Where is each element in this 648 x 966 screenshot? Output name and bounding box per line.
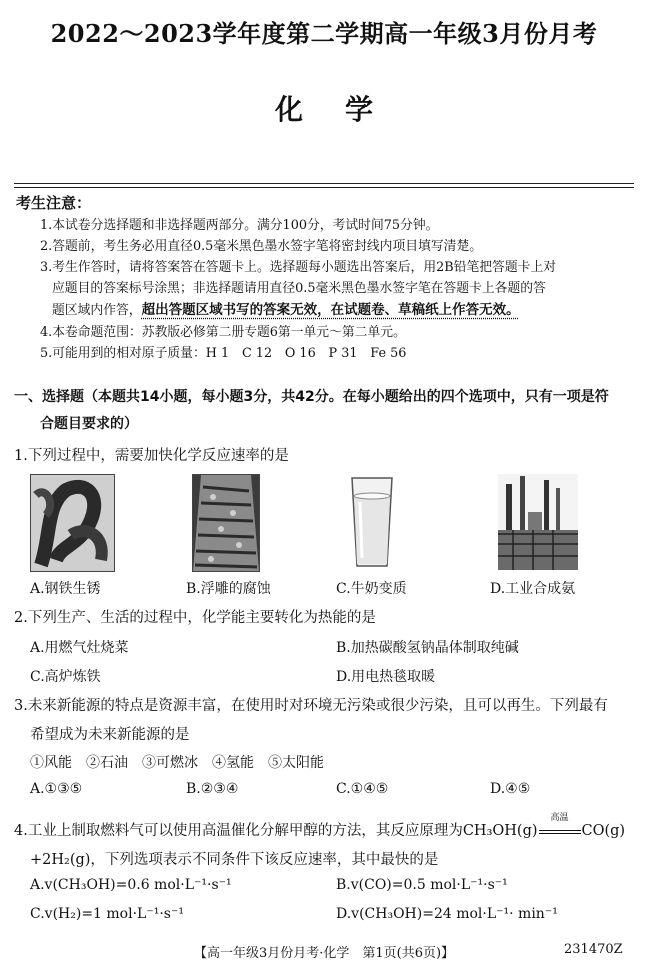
- q1-option-c: C.牛奶变质: [336, 581, 407, 597]
- q3-option-d: D.④⑤: [490, 781, 531, 797]
- q2-stem: 2.下列生产、生活的过程中，化学能主要转化为热能的是: [14, 610, 376, 626]
- q1-option-d: D.工业合成氨: [490, 581, 576, 597]
- q2-option-d: D.用电热毯取暖: [336, 669, 436, 685]
- notice-heading: 考生注意：: [16, 194, 92, 212]
- q1-option-b: B.浮雕的腐蚀: [186, 581, 271, 597]
- rusty-chain-image: [30, 474, 115, 572]
- reaction-condition: 高温: [550, 813, 569, 823]
- divider-bottom: [14, 187, 634, 188]
- subject-title: 化学: [274, 93, 415, 126]
- divider-top: [14, 183, 634, 184]
- notice-item-1: 1.本试卷分选择题和非选择题两部分。满分100分，考试时间75分钟。: [40, 218, 439, 233]
- notice-item-5: 5.可能用到的相对原子质量：H 1 C 12 O 16 P 31 Fe 56: [40, 346, 407, 361]
- q4-option-d: D.v(CH₃OH)=24 mol·L⁻¹· min⁻¹: [336, 906, 558, 922]
- equilibrium-arrow-icon: [539, 830, 581, 834]
- q4-option-b: B.v(CO)=0.5 mol·L⁻¹·s⁻¹: [336, 877, 508, 893]
- q4-product: CO(g): [581, 823, 626, 839]
- q2-option-c: C.高炉炼铁: [30, 669, 101, 685]
- notice-item-3-end: [52, 298, 520, 318]
- page-footer: 【高一年级3月份月考·化学 第1页(共6页)】: [193, 946, 455, 961]
- q3-option-b: B.②③④: [186, 781, 239, 797]
- q4-stem-text: 4.工业上制取燃料气可以使用高温催化分解甲醇的方法，其反应原理为CH₃OH(g): [14, 823, 538, 839]
- q2-option-b: B.加热碳酸氢钠晶体制取纯碱: [336, 640, 519, 656]
- ammonia-plant-image: [498, 474, 578, 570]
- q3-option-c: C.①④⑤: [336, 781, 389, 797]
- q1-option-a: A.钢铁生锈: [30, 581, 101, 597]
- notice-item-3-cont: 应题目的答案标号涂黑；非选择题请用直径0.5毫米黑色墨水签字笔在答题卡上各题的答: [52, 281, 546, 296]
- q3-stem: 3.未来新能源的特点是资源丰富，在使用时对环境无污染或很少污染，且可以再生。下列最有: [14, 698, 608, 714]
- q3-option-a: A.①③⑤: [30, 781, 83, 797]
- notice-item-2: 2.答题前，考生务必用直径0.5毫米黑色墨水签字笔将密封线内项目填写清楚。: [40, 239, 483, 254]
- section-heading-cont: 合题目要求的）: [40, 416, 138, 432]
- q4-option-c: C.v(H₂)=1 mol·L⁻¹·s⁻¹: [30, 906, 184, 922]
- notice-item-3-tail: 题区域内作答，: [52, 303, 142, 318]
- section-heading: 一、选择题（本题共14小题，每小题3分，共42分。在每小题给出的四个选项中，只有一项是符: [14, 389, 609, 405]
- q4-option-a: A.v(CH₃OH)=0.6 mol·L⁻¹·s⁻¹: [30, 877, 232, 893]
- notice-emphasis: 超出答题区域书写的答案无效，在试题卷、草稿纸上作答无效。: [141, 302, 520, 318]
- relief-corrosion-image: [192, 474, 260, 572]
- q3-stem-cont: 希望成为未来新能源的是: [30, 727, 190, 743]
- notice-item-3: 3.考生作答时，请将答案答在答题卡上。选择题每小题选出答案后，用2B铅笔把答题卡上对: [40, 260, 557, 275]
- q4-stem: [14, 813, 626, 840]
- exam-title: 2022～2023学年度第二学期高一年级3月份月考: [50, 19, 598, 48]
- reaction-arrow: [538, 813, 582, 840]
- q4-stem-cont: +2H₂(g)，下列选项表示不同条件下该反应速率，其中最快的是: [30, 852, 439, 868]
- milk-glass-image: [340, 474, 404, 570]
- q3-items: ①风能 ②石油 ③可燃冰 ④氢能 ⑤太阳能: [30, 755, 324, 771]
- q1-stem: 1.下列过程中，需要加快化学反应速率的是: [14, 448, 289, 464]
- notice-item-4: 4.本卷命题范围：苏教版必修第二册专题6第一单元～第二单元。: [40, 325, 406, 340]
- q2-option-a: A.用燃气灶烧菜: [30, 640, 129, 656]
- paper-code: 231470Z: [564, 942, 623, 957]
